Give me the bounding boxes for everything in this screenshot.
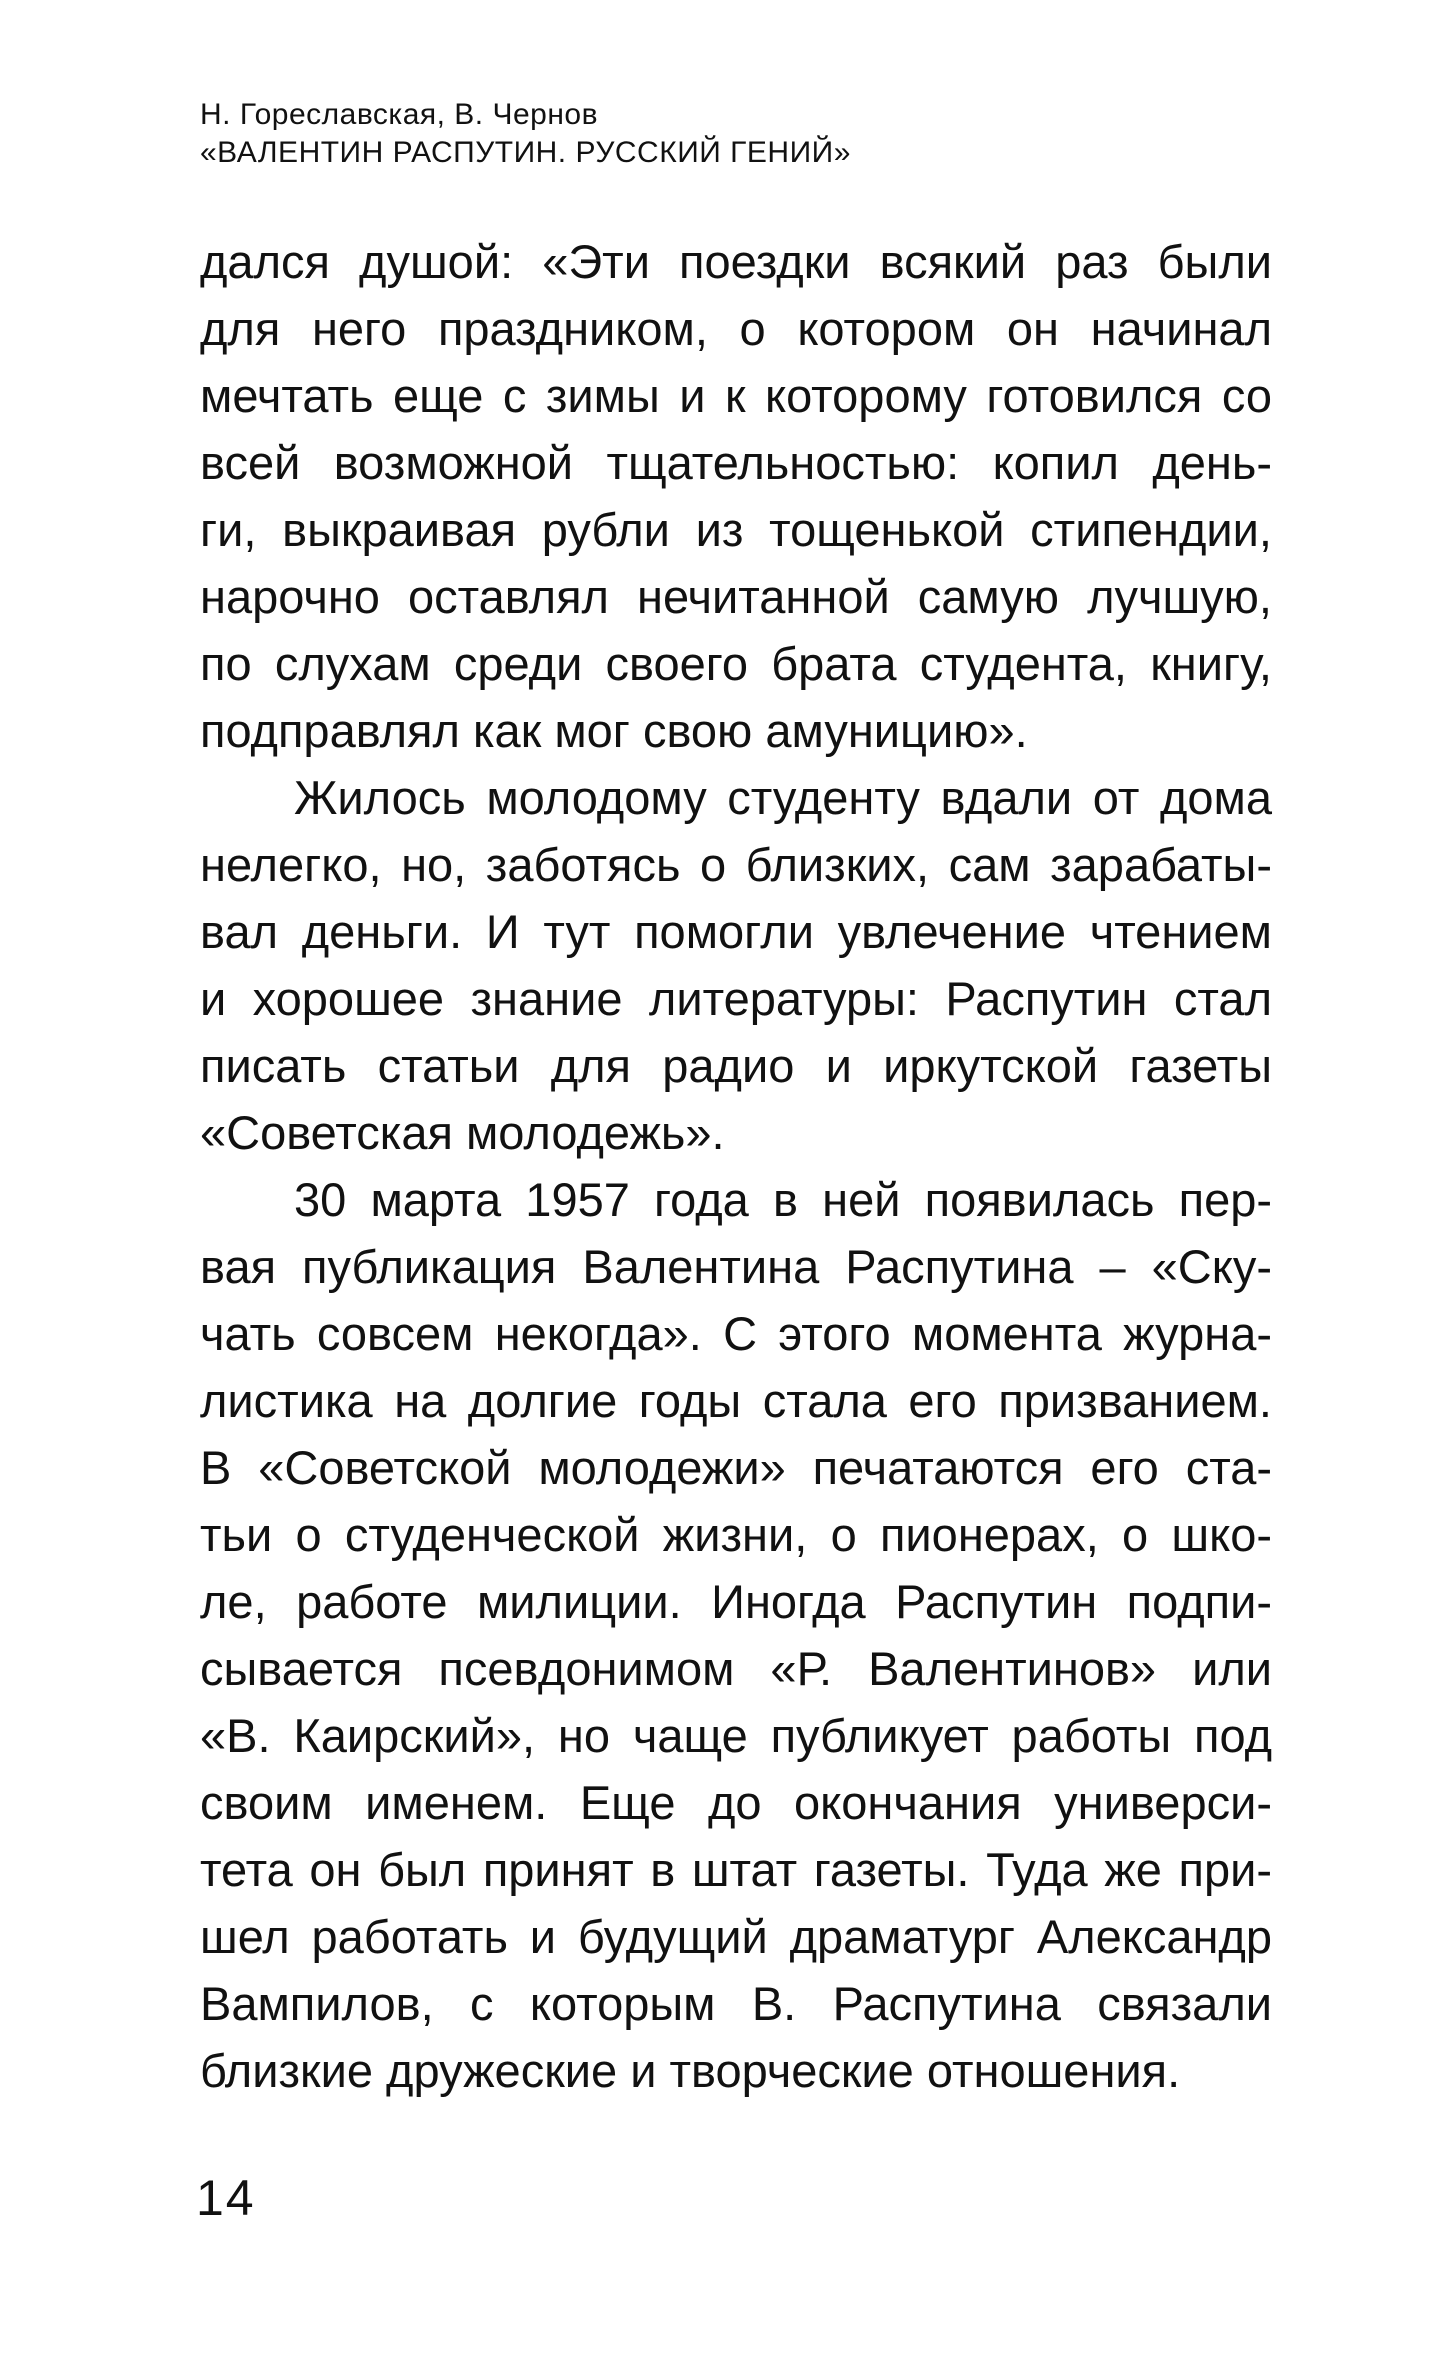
text-line: ги, выкраивая рубли из тощенькой стипендии, [200,503,1272,556]
text-line: тьи о студенческой жизни, о пионерах, о шко- [200,1508,1272,1561]
text-line: дался душой: «Эти поездки всякий раз были [200,235,1272,288]
text-line: тета он был принят в штат газеты. Туда же при- [200,1843,1272,1896]
text-line: подправлял как мог свою амуницию». [200,704,1028,757]
body-text [200,228,1272,2104]
running-header [200,96,1280,172]
text-line: Вампилов, с которым В. Распутина связали [200,1977,1272,2030]
text-line: «Советская молодежь». [200,1106,725,1159]
header-authors: Н. Гореславская, В. Чернов [200,98,599,131]
text-line: для него праздником, о котором он начинал [200,302,1272,355]
header-book-title: «ВАЛЕНТИН РАСПУТИН. РУССКИЙ ГЕНИЙ» [200,136,851,169]
text-line: 30 марта 1957 года в ней появилась пер- [294,1173,1272,1226]
text-line: по слухам среди своего брата студента, книгу, [200,637,1272,690]
text-line: вал деньги. И тут помогли увлечение чтением [200,905,1272,958]
text-line: мечтать еще с зимы и к которому готовился со [200,369,1272,422]
text-line: Жилось молодому студенту вдали от дома [294,771,1272,824]
paragraph-3 [200,1166,1272,2104]
text-line: чать совсем некогда». С этого момента журна- [200,1307,1272,1360]
text-line: листика на долгие годы стала его призванием. [200,1374,1272,1427]
text-line: ле, работе милиции. Иногда Распутин подпи- [200,1575,1272,1628]
page-number: 14 [196,2170,256,2226]
text-line: В «Советской молодежи» печатаются его ста- [200,1441,1272,1494]
text-line: писать статьи для радио и иркутской газеты [200,1039,1272,1092]
text-line: вая публикация Валентина Распутина – «Ску- [200,1240,1272,1293]
paragraph-2 [200,764,1272,1166]
text-line: нарочно оставлял нечитанной самую лучшую, [200,570,1272,623]
text-line: своим именем. Еще до окончания универси- [200,1776,1272,1829]
text-line: сывается псевдонимом «Р. Валентинов» или [200,1642,1272,1695]
text-line: всей возможной тщательностью: копил день- [200,436,1272,489]
text-line: и хорошее знание литературы: Распутин стал [200,972,1272,1025]
text-line: нелегко, но, заботясь о близких, сам зарабаты- [200,838,1272,891]
text-line: шел работать и будущий драматург Александр [200,1910,1272,1963]
text-line: «В. Каирский», но чаще публикует работы под [200,1709,1272,1762]
paragraph-1 [200,228,1272,764]
text-line: близкие дружеские и творческие отношения. [200,2044,1181,2097]
